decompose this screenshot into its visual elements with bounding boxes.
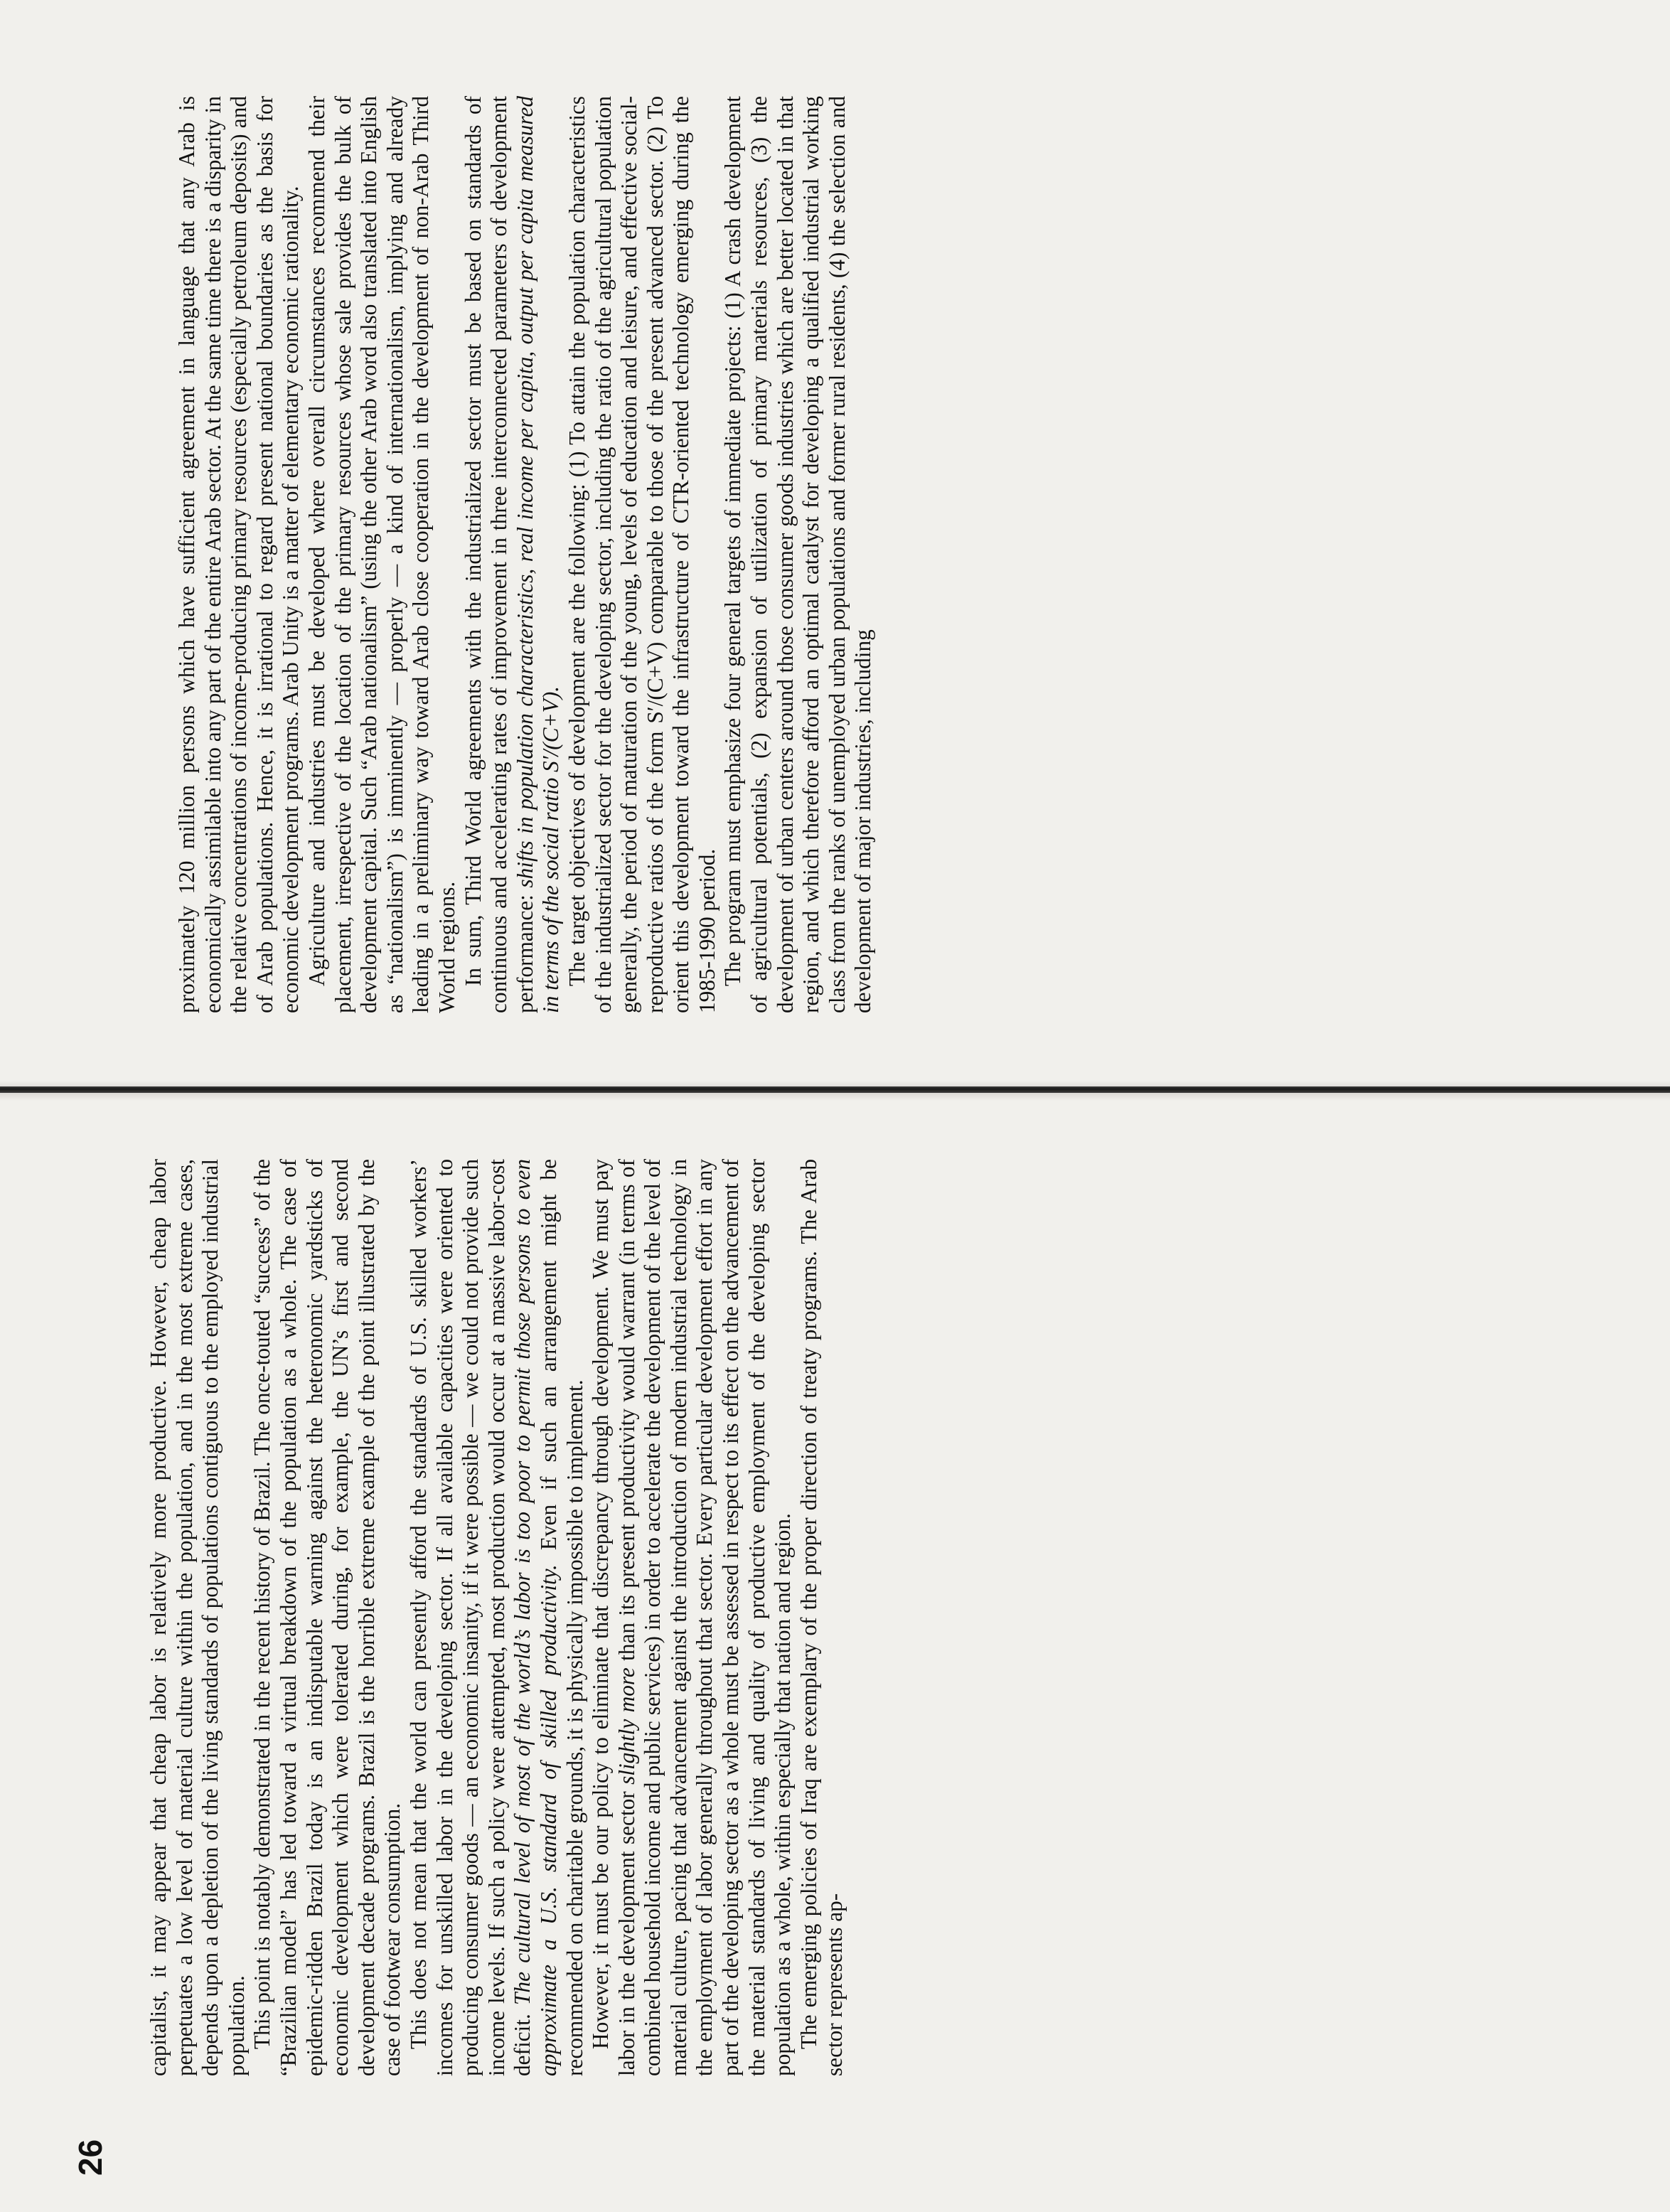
text-run: The emerging policies of Iraq are exemplary of the proper direction of treaty programs. The Arab sector represents ap- <box>796 1159 847 2076</box>
text-run: In sum, Third World agreements with the industrialized sector must be based on standards of continuous and accelerating rates of improvement in three interconnected parameters of development performance: <box>460 96 537 1013</box>
text-run: The program must emphasize four general targets of immediate projects: (1) A crash development of agricultural potentials, (2) expansion of utilization of primary materials resources, (3) the development of urban centers around those consumer goods industries which are better located in that region, and which therefore afford an optimal catalyst for developing a qualified industrial working class from the ranks of unemployed urban populations and former rural residents, (4) the selection and development of major industries, including <box>720 96 876 1013</box>
page-number: 26 <box>72 2139 109 2176</box>
text-run: Even if such an arrangement might be recommended on charitable grounds, it is physically impossible to implement. <box>535 1159 587 2076</box>
text-column <box>174 96 877 1013</box>
text-run: This point is notably demonstrated in the recent history of Brazil. The once-touted “success” of the “Brazilian model” has led toward a virtual breakdown of the population as a whole. The case of epidemic-ridden Brazil today is an indisputable warning against the heteronomic yardsticks of economic development which were tolerated during, for example, the UN’s first and second development decade programs. Brazil is the horrible extreme example of the point illustrated by the case of footwear consumption. <box>250 1159 405 2076</box>
page-27 <box>174 96 877 1013</box>
paragraph <box>250 1159 406 2076</box>
paragraph <box>588 1159 796 2076</box>
text-column <box>146 1159 848 2076</box>
text-run: than its present productivity would warrant (in terms of combined household income and public services) in order to accelerate the development of the level of material culture, pacing that advancement against the introduction of modern industrial technology in the employment of labor generally throughout that sector. Every particular development effort in any part of the developing sector as a whole must be assessed in respect to its effect on the advancement of the material standards of living and quality of productive employment of the developing sector population as a whole, within especially that nation and region. <box>614 1159 796 2076</box>
text-run: The target objectives of development are the following: (1) To attain the population characteristics of the industrialized sector for the developing sector, including the ratio of the agricultural population generally, the period of maturation of the young, levels of education and leisure, and effective social-reproductive ratios of the form S′/(C+V) comparable to those of the present advanced sector. (2) To orient this development toward the infrastructure of CTR-oriented technology emerging during the 1985-1990 period. <box>564 96 719 1013</box>
text-run: This does not mean that the world can presently afford the standards of U.S. skilled workers’ incomes for unskilled labor in the developing sector. If all available capacities were oriented to producing consumer goods — an economic insanity, if it were possible — we could not provide such income levels. If such a policy were attempted, most production would occur at a massive labor-cost deficit. <box>405 1159 535 2076</box>
page-number <box>100 0 138 1</box>
page-26 <box>72 1159 848 2176</box>
italic-text: The cultural level of most of the world’s labor is too poor to permit those persons to even approximate a U.S. standard of skilled productivity. <box>510 1159 561 2076</box>
paragraph <box>564 96 721 1013</box>
paragraph <box>146 1159 250 2076</box>
paragraph <box>304 96 461 1013</box>
paragraph <box>720 96 877 1013</box>
paragraph <box>461 96 564 1013</box>
text-run: Agriculture and industries must be developed where overall circumstances recommend their placement, irrespective of the location of the primary resources whose sale provides the bulk of development capital. Such “Arab nationalism” (using the other Arab word also translated into English as “nationalism”) is imminently — properly — a kind of internationalism, implying and already leading in a preliminary way toward Arab close cooperation in the development of non-Arab Third World regions. <box>304 96 459 1013</box>
book-gutter <box>0 1086 1670 1093</box>
text-run: proximately 120 million persons which have sufficient agreement in language that any Arab is economically assimilable into any part of the entire Arab sector. At the same time there is a disparity in the relative concentrations of income-producing primary resources (especially petroleum deposits) and of Arab populations. Hence, it is irrational to regard present national boundaries as the basis for economic development programs. Arab Unity is a matter of elementary economic rationality. <box>174 96 304 1013</box>
italic-text: shifts in population characteristics, real income per capita, output per capita measured in terms of the social ratio S′/(C+V). <box>512 96 564 1013</box>
text-run: However, it must be our policy to eliminate that discrepancy through development. We must pay labor in the development sector <box>588 1159 639 2076</box>
paragraph <box>174 96 304 1013</box>
text-run: capitalist, it may appear that cheap labor is relatively more productive. However, cheap labor perpetuates a low level of material culture within the population, and in the most extreme cases, depends upon a depletion of the living standards of populations contiguous to the employed industrial population. <box>146 1159 249 2076</box>
italic-text: slightly more <box>614 1667 639 1785</box>
paragraph <box>796 1159 848 2076</box>
paragraph <box>406 1159 588 2076</box>
